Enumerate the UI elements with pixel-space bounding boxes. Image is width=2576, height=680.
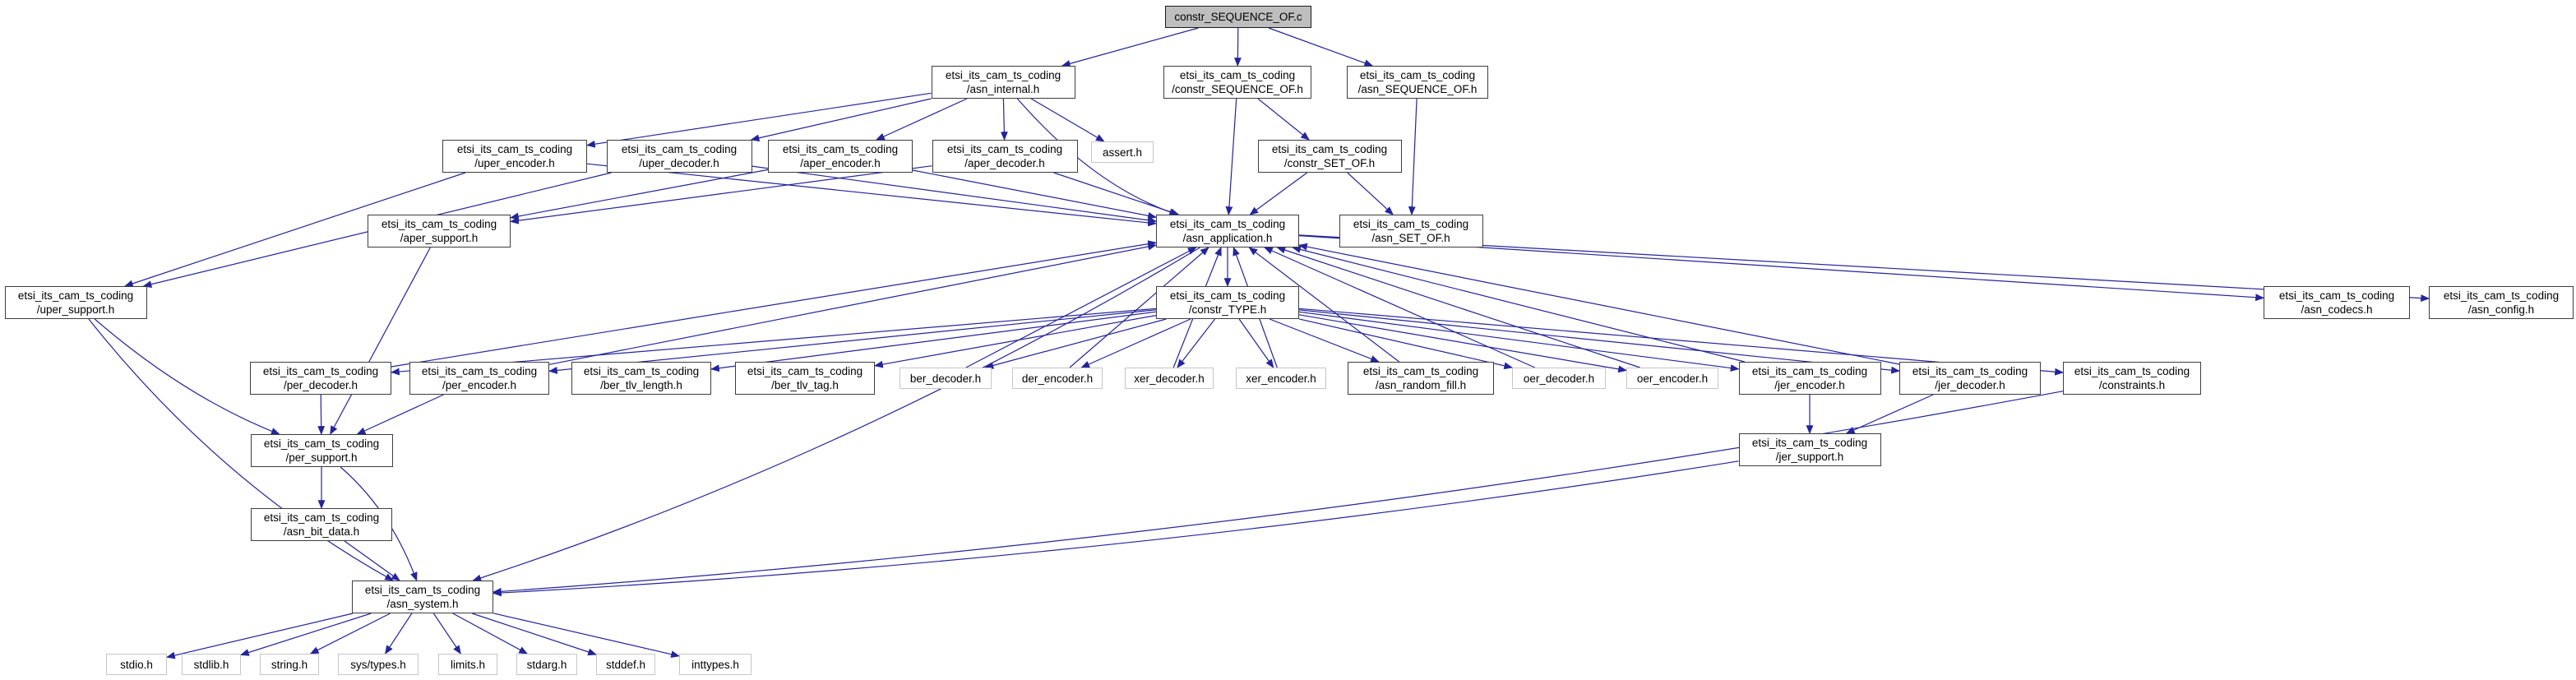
node-jer_decoder[interactable]: [1899, 362, 2041, 395]
node-xer_encoder_h: [1236, 368, 1326, 389]
node-per_encoder[interactable]: [409, 362, 549, 395]
node-label: limits.h: [450, 658, 485, 671]
edge-jer_decoder-to-asn_application: [1299, 245, 1899, 364]
node-label: etsi_its_cam_ts_coding: [946, 143, 1063, 155]
node-asn_codecs[interactable]: [2264, 286, 2410, 319]
node-label: etsi_its_cam_ts_coding: [1353, 218, 1469, 230]
edge-jer_encoder-to-asn_application: [1293, 247, 1745, 362]
node-label: /uper_decoder.h: [639, 157, 719, 169]
node-aper_support[interactable]: [368, 215, 511, 247]
node-label: /constr_SEQUENCE_OF.h: [1172, 83, 1303, 95]
node-inttypes_h: [679, 654, 752, 675]
node-label: etsi_its_cam_ts_coding: [2278, 289, 2395, 302]
node-per_decoder[interactable]: [250, 362, 391, 395]
node-label: /constr_TYPE.h: [1188, 303, 1267, 316]
node-asn_config[interactable]: [2429, 286, 2574, 319]
node-stdio_h: [106, 654, 167, 675]
edge-uper_encoder-to-asn_application: [587, 164, 1156, 224]
node-uper_support[interactable]: [5, 286, 147, 319]
node-label: stdio.h: [120, 658, 153, 671]
node-label: sys/types.h: [350, 658, 406, 671]
node-constr_SEQUENCE_OF_h[interactable]: [1163, 66, 1311, 99]
edge-asn_internal-to-aper_decoder: [1003, 99, 1004, 140]
node-label: /constraints.h: [2098, 379, 2166, 391]
node-xer_decoder_h: [1125, 368, 1214, 389]
node-label: etsi_its_cam_ts_coding: [1271, 143, 1388, 155]
node-label: etsi_its_cam_ts_coding: [1751, 437, 1868, 449]
node-aper_encoder[interactable]: [768, 140, 913, 173]
edge-per_encoder-to-asn_application: [549, 245, 1156, 364]
edge-aper_support-to-per_support: [331, 247, 431, 434]
edge-constr_SET_OF_h-to-asn_SET_OF_h: [1348, 173, 1393, 215]
node-ber_decoder_h: [900, 368, 992, 389]
node-label: /ber_tlv_tag.h: [771, 379, 839, 391]
edge-per_encoder-to-per_support: [358, 395, 444, 434]
node-jer_support[interactable]: [1739, 433, 1881, 466]
edge-asn_internal-to-aper_encoder: [876, 99, 967, 140]
node-label: /asn_internal.h: [966, 83, 1040, 95]
node-label: /aper_decoder.h: [964, 157, 1045, 169]
node-label: etsi_its_cam_ts_coding: [782, 143, 899, 155]
node-stdarg_h: [516, 654, 577, 675]
node-label: /per_support.h: [285, 451, 358, 464]
node-jer_encoder[interactable]: [1739, 362, 1881, 395]
node-label: string.h: [271, 658, 308, 671]
node-label: etsi_its_cam_ts_coding: [456, 143, 573, 155]
edge-asn_system-to-sys_types_h: [386, 613, 412, 654]
node-label: /constr_SET_OF.h: [1283, 157, 1376, 169]
node-aper_decoder[interactable]: [932, 140, 1078, 173]
node-label: etsi_its_cam_ts_coding: [421, 365, 538, 377]
node-oer_encoder_h: [1626, 368, 1718, 389]
node-label: xer_encoder.h: [1246, 372, 1316, 385]
node-label: etsi_its_cam_ts_coding: [263, 437, 380, 450]
node-stddef_h: [596, 654, 655, 675]
node-constr_TYPE[interactable]: [1156, 286, 1299, 319]
node-asn_bit_data[interactable]: [251, 508, 392, 541]
edge-asn_system-to-stddef_h: [472, 613, 596, 655]
edge-asn_application-to-asn_system: [473, 247, 1200, 581]
node-label: stdarg.h: [526, 658, 567, 671]
edge-aper_decoder-to-asn_application: [1054, 173, 1179, 215]
node-label: etsi_its_cam_ts_coding: [1912, 365, 2028, 377]
node-ber_tlv_tag[interactable]: [735, 362, 875, 395]
node-label: /per_decoder.h: [283, 379, 358, 391]
node-root: [1165, 6, 1311, 28]
node-label: assert.h: [1102, 146, 1143, 159]
node-label: /aper_encoder.h: [800, 157, 881, 169]
node-label: etsi_its_cam_ts_coding: [1179, 69, 1296, 81]
edge-aper_encoder-to-aper_support: [511, 169, 768, 217]
node-label: /asn_bit_data.h: [283, 525, 360, 538]
edge-asn_bit_data-to-asn_system: [345, 541, 400, 581]
node-stdlib_h: [182, 654, 241, 675]
node-label: etsi_its_cam_ts_coding: [364, 584, 481, 596]
node-label: /asn_config.h: [2467, 303, 2535, 316]
node-label: /per_encoder.h: [442, 379, 517, 391]
node-label: /asn_SET_OF.h: [1371, 232, 1450, 244]
edge-constr_TYPE-to-jer_encoder: [1299, 312, 1739, 369]
node-ber_tlv_length[interactable]: [571, 362, 711, 395]
node-label: etsi_its_cam_ts_coding: [1751, 365, 1868, 377]
node-asn_SEQUENCE_OF_h[interactable]: [1347, 66, 1488, 99]
edge-asn_system-to-limits_h: [433, 613, 460, 654]
node-constr_SET_OF_h[interactable]: [1258, 140, 1402, 173]
edge-asn_internal-to-uper_encoder: [587, 93, 932, 145]
edge-root-to-asn_SEQUENCE_OF_h: [1269, 28, 1372, 66]
edge-asn_internal-to-uper_decoder: [752, 99, 932, 140]
edge-constr_TYPE-to-ber_tlv_tag: [875, 316, 1156, 366]
node-asn_internal[interactable]: [932, 66, 1075, 99]
node-label: /asn_SEQUENCE_OF.h: [1357, 83, 1478, 95]
edge-asn_system-to-stdlib_h: [241, 613, 371, 655]
node-label: etsi_its_cam_ts_coding: [381, 218, 497, 230]
node-label: stdlib.h: [193, 658, 229, 671]
node-label: /jer_support.h: [1775, 451, 1844, 463]
edge-oer_decoder_h-to-asn_application: [1265, 247, 1535, 368]
edge-constr_TYPE-to-xer_decoder_h: [1177, 319, 1215, 368]
edge-oer_encoder_h-to-asn_application: [1277, 247, 1639, 368]
node-label: etsi_its_cam_ts_coding: [1169, 289, 1286, 302]
node-asn_random_fill[interactable]: [1348, 362, 1494, 395]
edge-asn_internal-to-assert_h: [1031, 99, 1104, 141]
node-label: /aper_support.h: [400, 232, 479, 244]
edge-asn_system-to-string_h: [311, 613, 391, 654]
node-label: etsi_its_cam_ts_coding: [621, 143, 738, 155]
node-limits_h: [438, 654, 497, 675]
node-label: etsi_its_cam_ts_coding: [1362, 365, 1479, 377]
node-label: /uper_encoder.h: [474, 157, 555, 169]
edge-constr_TYPE-to-xer_encoder_h: [1239, 319, 1274, 368]
edge-jer_decoder-to-jer_support: [1847, 395, 1933, 433]
node-per_support[interactable]: [251, 434, 393, 467]
node-label: etsi_its_cam_ts_coding: [1169, 218, 1286, 230]
edge-root-to-constr_SEQUENCE_OF_h: [1237, 28, 1238, 66]
edge-constr_TYPE-to-der_encoder_h: [1081, 319, 1191, 368]
node-label: etsi_its_cam_ts_coding: [1359, 69, 1476, 81]
node-label: etsi_its_cam_ts_coding: [262, 365, 379, 377]
node-label: /asn_system.h: [386, 598, 459, 610]
node-uper_encoder[interactable]: [442, 140, 587, 173]
node-label: oer_decoder.h: [1523, 372, 1595, 385]
edge-asn_system-to-stdio_h: [167, 613, 353, 657]
edge-constr_SEQUENCE_OF_h-to-asn_application: [1228, 99, 1236, 215]
edge-asn_SEQUENCE_OF_h-to-asn_SET_OF_h: [1412, 99, 1417, 215]
edge-jer_support-to-asn_system: [493, 461, 1739, 594]
node-label: stddef.h: [605, 658, 646, 671]
edge-constraints-to-asn_system: [493, 391, 2063, 592]
node-label: xer_decoder.h: [1134, 372, 1205, 385]
node-asn_SET_OF_h[interactable]: [1339, 215, 1483, 247]
node-label: etsi_its_cam_ts_coding: [583, 365, 700, 377]
node-asn_application[interactable]: [1156, 215, 1299, 247]
node-label: /ber_tlv_length.h: [600, 379, 682, 391]
node-label: /asn_application.h: [1182, 232, 1273, 244]
node-label: etsi_its_cam_ts_coding: [17, 289, 134, 302]
edge-uper_decoder-to-asn_application: [752, 166, 1157, 221]
node-label: inttypes.h: [691, 658, 739, 671]
node-label: /uper_support.h: [36, 303, 115, 316]
node-constraints[interactable]: [2063, 362, 2201, 395]
node-asn_system[interactable]: [352, 581, 493, 613]
edge-asn_system-to-stdarg_h: [453, 613, 527, 654]
edge-constr_TYPE-to-ber_decoder_h: [986, 319, 1167, 368]
edge-asn_system-to-inttypes_h: [493, 613, 679, 656]
node-label: /asn_codecs.h: [2301, 303, 2373, 316]
node-der_encoder_h: [1012, 368, 1103, 389]
node-label: etsi_its_cam_ts_coding: [2074, 365, 2190, 377]
node-label: /jer_decoder.h: [1935, 379, 2005, 391]
node-label: etsi_its_cam_ts_coding: [263, 511, 380, 524]
node-label: etsi_its_cam_ts_coding: [747, 365, 863, 377]
node-label: oer_encoder.h: [1636, 372, 1709, 385]
edge-constr_TYPE-to-oer_decoder_h: [1299, 319, 1512, 368]
edge-aper_decoder-to-aper_support: [511, 166, 932, 222]
edge-per_decoder-to-asn_application: [391, 243, 1156, 367]
edge-constr_TYPE-to-asn_random_fill: [1270, 319, 1379, 362]
node-string_h: [260, 654, 319, 675]
edge-constr_SET_OF_h-to-asn_application: [1250, 173, 1306, 215]
node-label: etsi_its_cam_ts_coding: [2443, 289, 2560, 302]
node-oer_decoder_h: [1512, 368, 1606, 389]
node-assert_h: [1091, 141, 1154, 163]
node-label: der_encoder.h: [1021, 372, 1094, 385]
node-sys_types_h: [338, 654, 419, 675]
node-uper_decoder[interactable]: [607, 140, 752, 173]
node-label: etsi_its_cam_ts_coding: [945, 69, 1061, 81]
node-label: constr_SEQUENCE_OF.c: [1174, 11, 1302, 23]
edge-aper_encoder-to-asn_application: [913, 170, 1156, 217]
node-label: /jer_encoder.h: [1774, 379, 1845, 391]
node-label: /asn_random_fill.h: [1375, 379, 1467, 391]
edge-constr_SEQUENCE_OF_h-to-constr_SET_OF_h: [1258, 99, 1309, 140]
edge-constr_TYPE-to-ber_tlv_length: [711, 312, 1156, 369]
node-label: ber_decoder.h: [909, 372, 982, 385]
edge-root-to-asn_internal: [1062, 28, 1199, 66]
